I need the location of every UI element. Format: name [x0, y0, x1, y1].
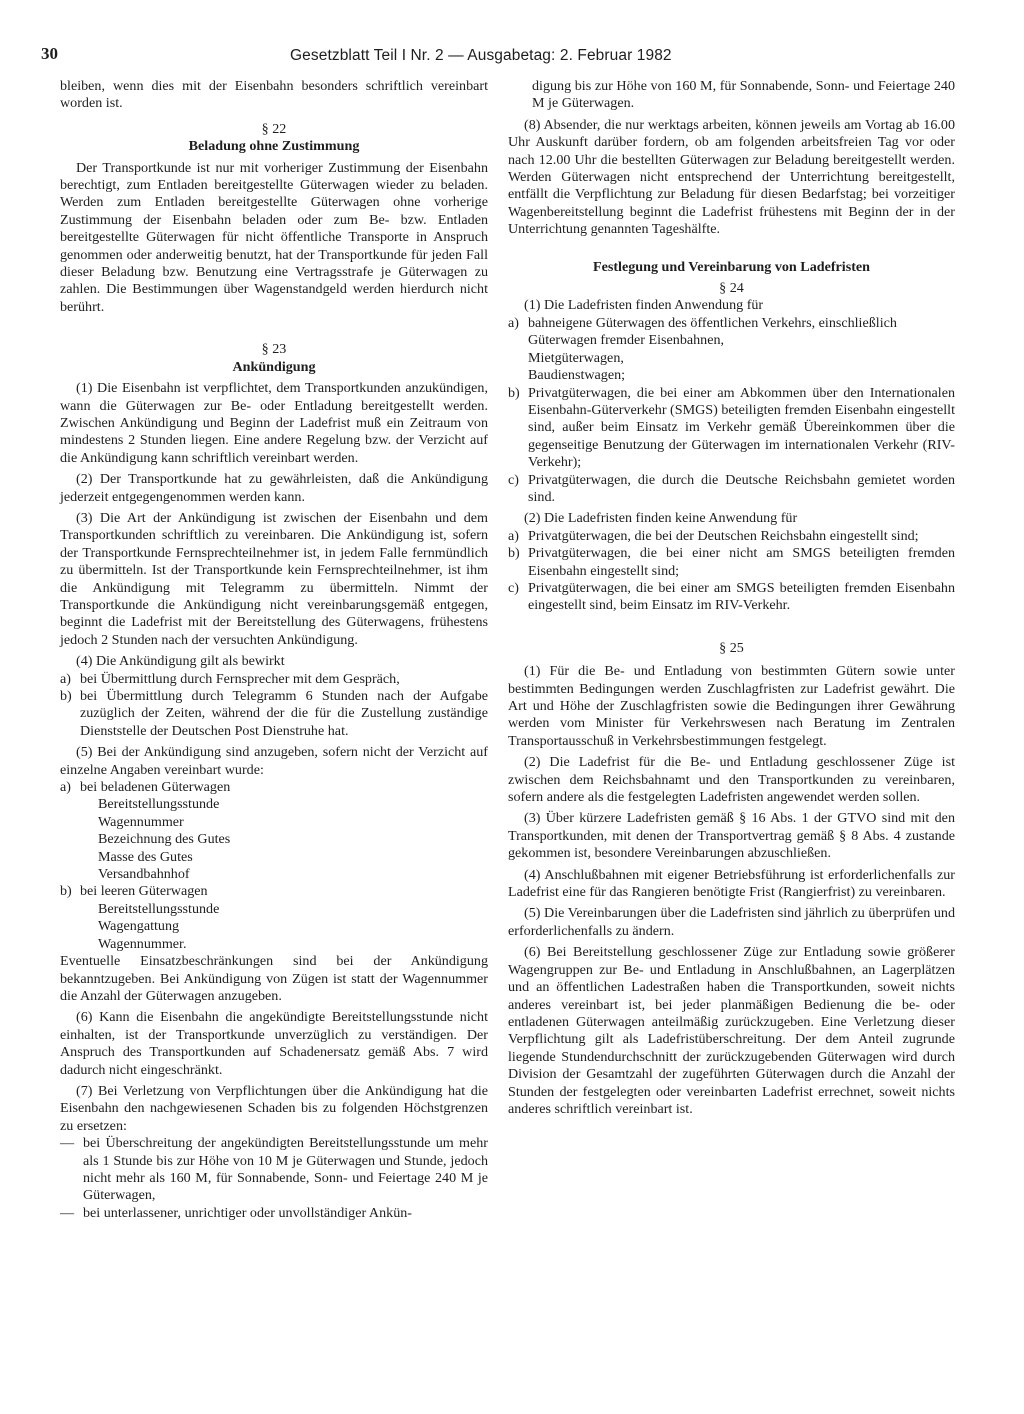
sub-item: Wagengattung	[98, 918, 180, 935]
list-item	[508, 580, 955, 615]
list	[508, 528, 955, 615]
list-label: b)	[508, 545, 520, 562]
sub-item: Masse des Gutes	[98, 848, 193, 865]
section-number: § 25	[719, 639, 744, 656]
paragraph: (3) Über kürzere Ladefristen gemäß § 16 Abs. 1 der GTVO sind mit den Transportkunden, mit denen der Transportvertrag gemäß § 8 Abs. 4 zustande gekommen ist, besondere Vereinbarungen abzuschließen.	[508, 810, 955, 862]
list-text: Privatgüterwagen, die bei der Deutschen Reichsbahn eingestellt sind;	[528, 527, 919, 544]
list-text: Privatgüterwagen, die bei einer nicht am SMGS beteiligten fremden Eisenbahn eingestellt sind;	[528, 545, 955, 579]
list-label: b)	[60, 883, 72, 900]
list	[60, 1135, 488, 1222]
list-item	[60, 1135, 488, 1205]
list-label: a)	[60, 670, 71, 687]
paragraph: (1) Die Ladefristen finden Anwendung für	[524, 297, 764, 314]
section-number: § 24	[719, 280, 744, 297]
section-number: § 22	[261, 120, 287, 137]
list	[60, 671, 488, 741]
paragraph: (4) Die Ankündigung gilt als bewirkt	[76, 653, 285, 670]
paragraph: (2) Der Transportkunde hat zu gewährleisten, daß die Ankündigung jederzeit entgegengenommen werden kann.	[60, 471, 488, 505]
list-text: Privatgüterwagen, die bei einer am SMGS beteiligten fremden Eisenbahn eingestellt sind, beim Einsatz im RIV-Verkehr.	[528, 579, 955, 614]
paragraph: (2) Die Ladefristen finden keine Anwendung für	[524, 510, 798, 527]
list-item	[508, 315, 955, 332]
paragraph: digung bis zur Höhe von 160 M, für Sonnabende, Sonn- und Feiertage 240 M je Güterwagen.	[532, 78, 955, 112]
list	[508, 315, 955, 506]
list-item	[60, 883, 488, 900]
list-item	[508, 385, 955, 472]
sub-item: Wagennummer	[98, 813, 184, 830]
paragraph: (1) Für die Be- und Entladung von bestimmten Gütern sowie unter bestimmten Bedingungen werden Zuschlagfristen zur Ladefrist gewährt. Die Art und Höhe der Zuschlagfristen sowie die Bedingungen ihrer Gewährung werden vom Minister für Verkehrswesen nach Beratung im Zentralen Transportausschuß in Verkehrsbestimmungen festgelegt.	[508, 663, 955, 749]
list-text: bei Überschreitung der angekündigten Bereitstellungsstunde um mehr als 1 Stunde bis zur Höhe von 10 M je Güterwagen und Stunde, jedoch nicht mehr als 160 M, für Sonnabende, Sonn- und Feiertage 240 M je Güterwagen,	[83, 1135, 488, 1204]
list-item	[60, 779, 488, 796]
sub-item: Güterwagen fremder Eisenbahnen,	[528, 332, 725, 349]
list-text: bei leeren Güterwagen	[80, 883, 208, 900]
paragraph: (6) Kann die Eisenbahn die angekündigte Bereitstellungsstunde nicht einhalten, ist der Transportkunde unverzüglich zu verständigen. Der Anspruch des Transportkunden auf Schadenersatz gemäß Abs. 7 wird dadurch nicht eingeschränkt.	[60, 1009, 488, 1078]
section-title: Beladung ohne Zustimmung	[188, 138, 360, 155]
sub-item: Wagennummer.	[98, 935, 187, 952]
list-item	[508, 545, 955, 580]
list-label: a)	[508, 314, 519, 331]
paragraph: Der Transportkunde ist nur mit vorheriger Zustimmung der Eisenbahn berechtigt, zum Entladen bereitgestellte Güterwagen wieder zu beladen. Werden zum Entladen bereitgestellte Güterwagen ohne vorherige Zustimmung der Eisenbahn beladen oder zum Be- bzw. Entladen bereitgestellte Güterwagen für nicht öffentliche Transporte in Anspruch genommen oder anderweitig benutzt, hat der Transportkunde für jeden Fall dieser Beladung bzw. Benutzung eine Vertragsstrafe je Güterwagen zu zahlen. Die Bestimmungen über Wagenstandgeld werden hierdurch nicht berührt.	[60, 159, 488, 315]
section-title: Ankündigung	[232, 358, 316, 375]
list-text: bei unterlassener, unrichtiger oder unvollständiger Ankün-	[83, 1204, 412, 1221]
section-number: § 23	[261, 341, 287, 358]
list-label: c)	[508, 471, 519, 488]
paragraph: Eventuelle Einsatzbeschränkungen sind bei der Ankündigung bekanntzugeben. Bei Ankündigung von Zügen ist statt der Wagennummer die Anzahl der Güterwagen anzugeben.	[60, 953, 488, 1004]
dash-label: —	[60, 1204, 75, 1221]
list-text: bei beladenen Güterwagen	[80, 779, 231, 796]
list-text: Privatgüterwagen, die bei einer am Abkommen über den Internationalen Eisenbahn-Güterverkehr (SMGS) beteiligten fremden Eisenbahn eingestellt sind, außer beim Einsatz im Verkehr gemäß Übereinkommen über die gegenseitige Benutzung der Güterwagen im internationalen Verkehr (RIV-Verkehr);	[528, 384, 955, 471]
list-item	[60, 671, 488, 688]
list-label: b)	[508, 384, 520, 401]
list-item	[60, 1205, 488, 1222]
dash-label: —	[60, 1135, 75, 1152]
paragraph: (1) Die Eisenbahn ist verpflichtet, dem Transportkunden anzukündigen, wann die Güterwagen zur Be- oder Entladung bereitgestellt werden. Zwischen Ankündigung und Beginn der Ladefrist muß ein Zeitraum von mindestens 2 Stunden liegen. Eine andere Regelung bzw. der Verzicht auf die Ankündigung kann schriftlich vereinbart werden.	[60, 380, 488, 466]
paragraph: bleiben, wenn dies mit der Eisenbahn besonders schriftlich vereinbart worden ist.	[60, 78, 488, 112]
list-text: Privatgüterwagen, die durch die Deutsche Reichsbahn gemietet worden sind.	[528, 471, 955, 505]
paragraph: (4) Anschlußbahnen mit eigener Betriebsführung ist erforderlichenfalls zur Ladefrist eine für das Rangieren benötigte Frist (Rangierfrist) zu vereinbaren.	[508, 866, 955, 901]
sub-item: Bezeichnung des Gutes	[98, 831, 231, 848]
list-item	[60, 688, 488, 740]
list-item	[508, 528, 955, 545]
list-text: bei Übermittlung durch Fernsprecher mit dem Gespräch,	[80, 670, 400, 687]
section-title: Festlegung und Vereinbarung von Ladefristen	[593, 258, 870, 275]
right-column	[508, 78, 955, 1122]
paragraph: (2) Die Ladefrist für die Be- und Entladung geschlossener Züge ist zwischen dem Reichsbahnamt und den Transportkunden zu vereinbaren, sofern andere als die festgelegten Ladefristen angewendet werden sollen.	[508, 754, 955, 806]
paragraph: (8) Absender, die nur werktags arbeiten, können jeweils am Vortag ab 16.00 Uhr Auskunft darüber fordern, ob am folgenden arbeitsfreien Tag vor oder nach 12.00 Uhr die bestellten Güterwagen zur Beladung bereitgestellt werden. Werden Güterwagen nicht entsprechend der Unterrichtung bereitgestellt, entfällt die Verpflichtung zur Beladung für diesen Bedarfstag; bei vorzeitiger Wagenbereitstellung beginnt die Ladefrist frühestens mit Beginn der in der Unterrichtung genannten Tageshälfte.	[508, 116, 955, 238]
list-label: b)	[60, 688, 72, 704]
paragraph: (5) Bei der Ankündigung sind anzugeben, sofern nicht der Verzicht auf einzelne Angaben vereinbart wurde:	[60, 744, 488, 778]
running-header: Gesetzblatt Teil I Nr. 2 — Ausgabetag: 2. Februar 1982	[290, 47, 672, 64]
list-item	[508, 472, 955, 507]
paragraph: (3) Die Art der Ankündigung ist zwischen der Eisenbahn und dem Transportkunden schriftlich zu vereinbaren. Die Ankündigung ist, sofern der Transportkunde Fernsprechteilnehmer ist, in jedem Falle fernmündlich zu übermitteln. Ist der Transportkunde kein Fernsprechteilnehmer, ist ihm die Ankündigung mit Telegramm zu übermitteln. Nimmt der Transportkunde die Ankündigung nicht vereinbarungsgemäß entgegen, beginnt die Ladefrist mit der Bereitstellung des Güterwagens, frühestens jedoch 2 Stunden nach der versuchten Ankündigung.	[60, 509, 488, 648]
list-text: bahneigene Güterwagen des öffentlichen Verkehrs, einschließlich	[528, 314, 897, 331]
page-number: 30	[41, 44, 58, 63]
left-column	[60, 78, 488, 1226]
list-label: a)	[60, 779, 71, 796]
sub-item: Baudienstwagen;	[528, 367, 626, 384]
paragraph: (7) Bei Verletzung von Verpflichtungen über die Ankündigung hat die Eisenbahn den nachgewiesenen Schaden bis zu folgenden Höchstgrenzen zu ersetzen:	[60, 1082, 488, 1134]
sub-item: Bereitstellungsstunde	[98, 796, 220, 813]
list-label: a)	[508, 527, 519, 544]
sub-item: Bereitstellungsstunde	[98, 900, 220, 917]
list-label: c)	[508, 579, 519, 596]
paragraph: (6) Bei Bereitstellung geschlossener Züge zur Entladung sowie größerer Wagengruppen zur Be- und Entladung in Anschlußbahnen, an Lagerplätzen und an öffentlichen Ladestraßen haben die Transportkunden, soweit nichts anderes vereinbart ist, bei jeder planmäßigen Bedienung die be- oder entladenen Güterwagen anteilmäßig zurückzugeben. Eine Verletzung dieser Verpflichtung gilt als Ladefristüberschreitung. Der dem Anteil zugrunde liegende Stundendurchschnitt der zurückzugebenden Güterwagen wird durch Division der Gesamtzahl der zugeführten Güterwagen durch die Anzahl der Stunden der festgelegten oder vereinbarten Ladefrist errechnet, soweit nichts anderes schriftlich vereinbart ist.	[508, 944, 955, 1117]
list	[60, 779, 488, 953]
paragraph: (5) Die Vereinbarungen über die Ladefristen sind jährlich zu überprüfen und erforderlichenfalls zu ändern.	[508, 905, 955, 939]
sub-item: Versandbahnhof	[98, 866, 190, 883]
list-text: bei Übermittlung durch Telegramm 6 Stunden nach der Aufgabe zuzüglich der Zeiten, während der die für die Zustellung zuständige Dienststelle der Deutschen Post Dienstruhe hat.	[80, 688, 488, 739]
sub-item: Mietgüterwagen,	[528, 349, 624, 366]
